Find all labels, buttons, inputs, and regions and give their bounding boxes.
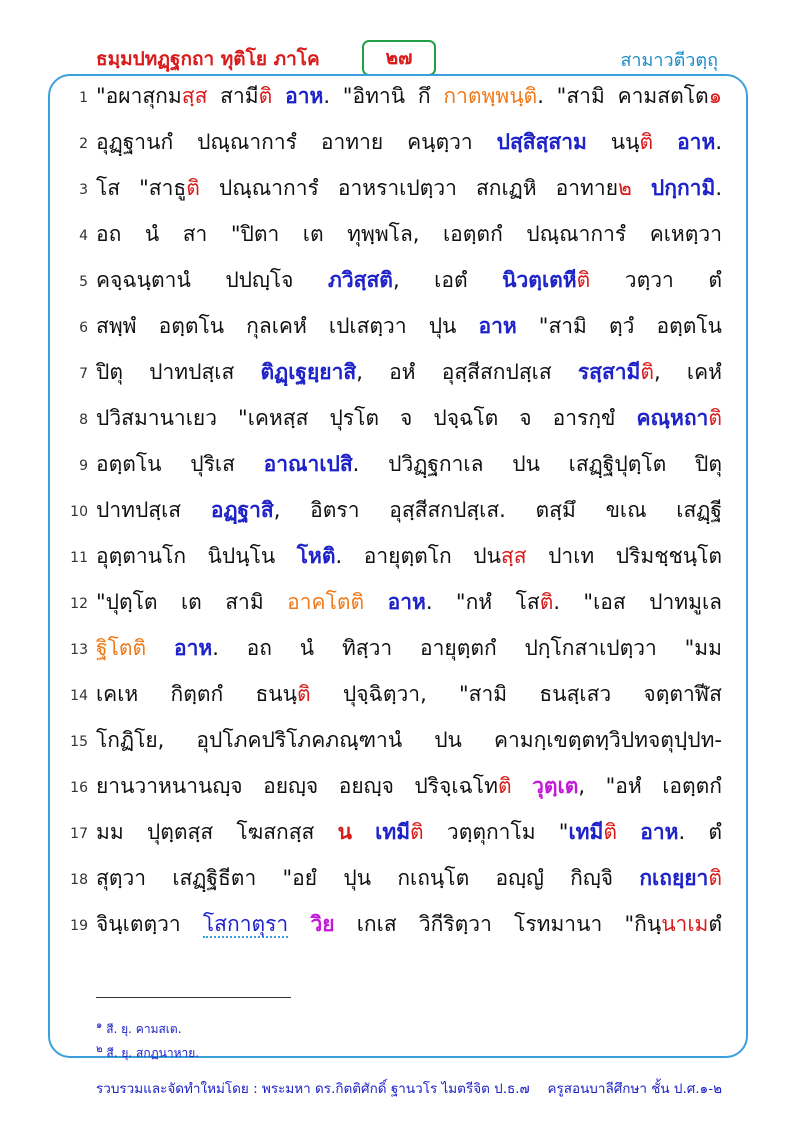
line-number: 17 [70, 826, 88, 842]
text-line [48, 766, 748, 812]
text-line [48, 628, 748, 674]
line-text [96, 864, 722, 892]
line-text [96, 634, 722, 662]
text-line [48, 490, 748, 536]
text-segment: ๒ [618, 176, 632, 200]
text-segment: , "อหํ เอตฺตกํ [578, 774, 722, 798]
text-segment: , เคหํ [654, 360, 722, 384]
line-number: 5 [79, 274, 88, 290]
text-segment: นนฺ [586, 130, 640, 154]
line-text [96, 450, 722, 478]
line-text [96, 910, 722, 938]
text-segment [146, 636, 174, 660]
text-segment: นิวตฺเตหี [502, 268, 577, 292]
text-segment: . "อิทานิ กึ [323, 84, 444, 108]
text-segment [653, 130, 677, 154]
text-segment: สามี [207, 84, 259, 108]
text-segment: ปาทปสฺเส [96, 498, 211, 522]
text-segment: . "เอส ปาทมูเล [553, 590, 722, 614]
text-segment: ติ [640, 360, 655, 384]
text-segment: ติ [497, 774, 512, 798]
text-segment: , อหํ อุสฺสีสกปสฺเส [356, 360, 578, 384]
text-segment: มม ปุตฺตสฺส โฆสกสฺส [96, 820, 338, 844]
text-segment: โหติ [296, 544, 336, 568]
text-segment: ติ [186, 176, 200, 200]
line-number: 15 [70, 734, 88, 750]
text-segment: ฐิโตติ [96, 636, 147, 660]
line-number: 1 [79, 90, 88, 106]
line-text [96, 358, 722, 386]
text-segment: ปกฺกามิ [650, 176, 716, 200]
text-line [48, 306, 748, 352]
text-segment: อฏฺฐาสิ [210, 498, 274, 522]
footnote-text: สี. ยุ. คามสเต. [106, 1022, 182, 1036]
text-segment: ติ [639, 130, 654, 154]
footnote-divider [96, 997, 291, 998]
text-line [48, 260, 748, 306]
text-segment: วุตฺเต [532, 774, 579, 798]
text-segment: ๑ [708, 84, 722, 108]
line-text [96, 266, 722, 294]
line-number: 3 [79, 182, 88, 198]
footer-course: ครูสอนบาลีศึกษา ชั้น ป.ศ.๑-๒ [547, 1081, 722, 1097]
text-segment: รสฺสามี [577, 360, 641, 384]
line-number: 4 [79, 228, 88, 244]
text-segment: อถ นํ สา "ปิตา เต ทุพฺพโล, เอตฺตกํ ปณฺณาการํ คเหตฺวา [96, 222, 722, 246]
text-segment: ติ [410, 820, 424, 844]
text-segment: เทมี [568, 820, 604, 844]
text-segment: สฺส [500, 544, 527, 568]
text-segment: "สามิ ตฺวํ อตฺตโน [516, 314, 722, 338]
text-segment: อาห [478, 314, 517, 338]
text-segment: , อิตรา อุสฺสีสกปสฺเส. ตสฺมึ ขเณ เสฏฺฐี [273, 498, 722, 522]
line-text [96, 128, 722, 156]
footnote-text: สี. ยุ. สกฏนาหาย. [106, 1046, 200, 1060]
section-title: สามาวตีวตฺถุ [620, 50, 718, 71]
text-segment: . ตํ [678, 820, 722, 844]
line-number: 10 [70, 504, 88, 520]
line-number: 19 [70, 918, 88, 934]
line-text [96, 496, 722, 524]
text-segment: โกฏิโย, อุปโภคปริโภคภณฺฑานํ ปน คามกฺเขตฺตทฺวิปทจตุปฺปท- [96, 728, 722, 752]
text-line [48, 812, 748, 858]
line-number: 18 [70, 872, 88, 888]
text-segment [617, 820, 640, 844]
line-text [96, 772, 722, 800]
text-segment [272, 84, 285, 108]
text-segment [512, 774, 533, 798]
text-line [48, 536, 748, 582]
text-segment: ปาเท ปริมชฺชนฺโต [526, 544, 722, 568]
line-number: 8 [79, 412, 88, 428]
text-line [48, 444, 748, 490]
text-segment: อาณาเปสิ [263, 452, 353, 476]
text-segment: "ปุตฺโต เต สามิ [96, 590, 288, 614]
line-number: 14 [70, 688, 88, 704]
line-number: 7 [79, 366, 88, 382]
text-line [48, 398, 748, 444]
text-segment: คจฺฉนฺตานํ ปปญฺโจ [96, 268, 329, 292]
text-segment: ภวิสฺสติ [328, 268, 393, 292]
text-line [48, 352, 748, 398]
text-segment: ปิตุ ปาทปสฺเส [96, 360, 261, 384]
text-segment: อุตฺตานโก นิปนฺโน [96, 544, 297, 568]
line-number: 9 [79, 458, 88, 474]
text-segment: อาห [677, 130, 716, 154]
text-segment: สพฺพํ อตฺตโน กุลเคหํ เปเสตฺวา ปุน [96, 314, 479, 338]
text-segment: ยานวาหนานญฺจ อยญฺจ อยญฺจ ปริจฺเฉโท [96, 774, 498, 798]
line-text [96, 312, 722, 340]
text-segment [632, 176, 651, 200]
text-segment: เทมี [375, 820, 411, 844]
text-line [48, 76, 748, 122]
line-text [96, 82, 722, 110]
text-segment: สฺส [181, 84, 208, 108]
text-line [48, 674, 748, 720]
text-segment: สุตฺวา เสฏฺฐิธีตา "อยํ ปุน กเถนฺโต อญฺญํ กิญฺจิ [96, 866, 640, 890]
line-text [96, 588, 722, 616]
line-number: 2 [79, 136, 88, 152]
text-line [48, 858, 748, 904]
text-segment: ปวิสมานาเยว "เคหสฺส ปุรโต จ ปจฺฉโต จ อารกฺขํ [96, 406, 637, 430]
text-segment: อาคโตติ [287, 590, 365, 614]
text-segment: , เอตํ [392, 268, 503, 292]
text-segment: อาห [640, 820, 679, 844]
line-text [96, 726, 722, 754]
line-number: 6 [79, 320, 88, 336]
text-segment: คณฺหถา [636, 406, 709, 430]
line-number: 13 [70, 642, 88, 658]
text-segment: อาห [285, 84, 324, 108]
text-segment: . [715, 176, 722, 200]
footer-author: รวบรวมและจัดทำใหม่โดย : พระมหา ดร.กิตติศักดิ์ ฐานวโร ไมตรีจิต ป.ธ.๗ [96, 1081, 530, 1097]
text-segment: ติ [708, 866, 722, 890]
line-number: 11 [70, 550, 88, 566]
text-segment: เกเส วิกีริตฺวา โรทมานา "กินฺ [334, 912, 662, 936]
text-line [48, 214, 748, 260]
text-segment: ปสฺสิสฺสาม [496, 130, 587, 154]
text-segment: เคเห กิตฺตกํ ธนนฺ [96, 682, 298, 706]
line-text [96, 818, 722, 846]
footnote-mark: ๑ [96, 1020, 103, 1031]
text-segment: ติ [708, 406, 722, 430]
text-segment: วตฺตุกาโม " [423, 820, 569, 844]
line-number: 16 [70, 780, 88, 796]
text-segment: . "กหํ โส [425, 590, 540, 614]
line-number: 12 [70, 596, 88, 612]
text-segment: น [337, 820, 352, 844]
footnote-mark: ๒ [96, 1044, 103, 1055]
page-number-badge: ๒๗ [362, 40, 436, 76]
text-line [48, 720, 748, 766]
text-line [48, 168, 748, 214]
text-line [48, 122, 748, 168]
text-segment: กเถยฺยา [639, 866, 709, 890]
text-segment: . [715, 130, 722, 154]
text-segment: กาตพฺพนฺติ [443, 84, 538, 108]
text-line [48, 582, 748, 628]
line-text [96, 404, 722, 432]
text-segment: จินฺเตตฺวา [96, 912, 203, 936]
text-segment: ตํ [708, 912, 722, 936]
text-segment [352, 820, 375, 844]
text-segment: อาห [387, 590, 426, 614]
text-segment: ปณฺณาการํ อาหราเปตฺวา สกเฏหิ อาทาย [199, 176, 618, 200]
text-segment: "อผาสุกม [96, 84, 182, 108]
line-text [96, 220, 722, 248]
line-text [96, 174, 722, 202]
text-segment: ติ [539, 590, 554, 614]
text-segment: โสกาตุรา [202, 912, 289, 936]
text-segment [364, 590, 387, 614]
text-segment: . "สามิ คามสตโต [537, 84, 709, 108]
text-segment: วตฺวา ตํ [590, 268, 722, 292]
text-segment: อตฺตโน ปุริเส [96, 452, 264, 476]
text-segment: . อถ นํ ทิสฺวา อายุตฺตกํ ปกฺโกสาเปตฺวา "มม [212, 636, 722, 660]
book-title: ธมฺมปทฏฺฐกถา ทุติโย ภาโค [96, 48, 320, 70]
text-segment: อาห [173, 636, 213, 660]
footnote-2 [96, 1042, 199, 1063]
text-segment: วิย [310, 912, 335, 936]
text-line [48, 904, 748, 950]
text-segment: อุฏฺฐานกํ ปณฺณาการํ อาทาย คนฺตฺวา [96, 130, 497, 154]
line-text [96, 542, 722, 570]
text-segment: . ปวิฏฺฐกาเล ปน เสฏฺฐิปุตฺโต ปิตุ [352, 452, 722, 476]
text-segment [288, 912, 310, 936]
text-segment: ติ [576, 268, 591, 292]
text-segment: ติฏฺเฐยฺยาสิ [260, 360, 357, 384]
text-segment: . อายุตฺตโก ปน [335, 544, 501, 568]
text-segment: นาเม [661, 912, 709, 936]
footnote-1 [96, 1018, 182, 1039]
text-segment: ติ [258, 84, 273, 108]
text-segment: ติ [603, 820, 617, 844]
text-segment: ติ [297, 682, 311, 706]
line-text [96, 680, 722, 708]
text-segment: ปุจฺฉิตฺวา, "สามิ ธนสฺเสว จตฺตาฬีส [310, 682, 722, 706]
text-segment: โส "สาธู [96, 176, 187, 200]
